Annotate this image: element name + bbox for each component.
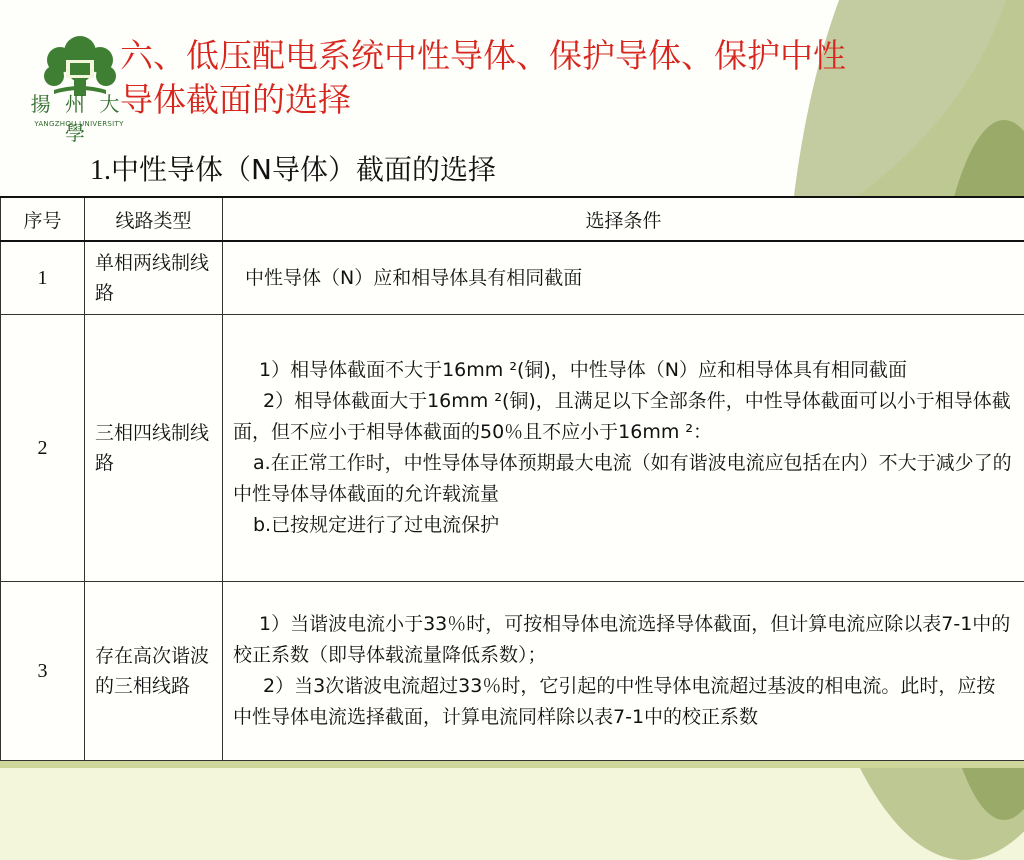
header-index: 序号 [1,197,85,241]
table-row [1,315,1024,582]
condition-text: 中性导体（N）应和相导体具有相同截面 [233,263,1014,294]
row-index: 1 [1,241,85,315]
condition-text: a.在正常工作时，中性导体导体预期最大电流（如有谐波电流应包括在内）不大于减少了的中性导体导体截面的允许载流量 [233,448,1014,510]
table-row [1,582,1024,761]
section-subtitle [90,148,496,188]
row-line-type: 存在高次谐波的三相线路 [85,582,223,761]
row-conditions [223,241,1024,315]
condition-text: 2）相导体截面大于16mm ²(铜)，且满足以下全部条件，中性导体截面可以小于相导体截面，但不应小于相导体截面的50％且不应小于16mm ²： [233,386,1014,448]
row-conditions [223,582,1024,761]
slide-title [120,34,1010,122]
table-header-row [1,197,1024,241]
row-index: 2 [1,315,85,582]
row-line-type: 三相四线制线路 [85,315,223,582]
header-conditions: 选择条件 [223,197,1024,241]
row-line-type: 单相两线制线路 [85,241,223,315]
header-line-type: 线路类型 [85,197,223,241]
university-name-cn: 揚 州 大 學 [22,88,132,146]
subtitle-text: 中性导体（N导体）截面的选择 [111,153,496,186]
condition-text: 1）当谐波电流小于33％时，可按相导体电流选择导体截面，但计算电流应除以表7-1中的校正系数（即导体载流量降低系数）； [233,609,1014,671]
university-name-en: YANGZHOU UNIVERSITY [24,120,134,128]
row-index: 3 [1,582,85,761]
condition-text: b.已按规定进行了过电流保护 [233,510,1014,541]
title-line-2: 导体截面的选择 [120,78,1010,122]
selection-table [0,196,1024,761]
table-row [1,241,1024,315]
condition-text: 1）相导体截面不大于16mm ²(铜)，中性导体（N）应和相导体具有相同截面 [233,355,1014,386]
title-line-1: 六、低压配电系统中性导体、保护导体、保护中性 [120,34,1010,78]
subtitle-number: 1. [90,155,111,186]
row-conditions [223,315,1024,582]
condition-text: 2）当3次谐波电流超过33％时，它引起的中性导体电流超过基波的相电流。此时，应按中性导体电流选择截面，计算电流同样除以表7-1中的校正系数 [233,671,1014,733]
